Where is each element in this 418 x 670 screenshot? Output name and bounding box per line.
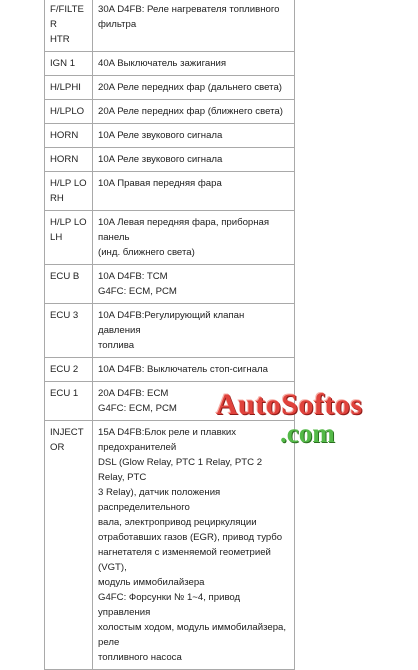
fuse-name-cell (45, 0, 93, 52)
fuse-description-line: (инд. ближнего света) (98, 247, 195, 258)
fuse-description-line: 3 Relay), датчик положения распределительного (98, 487, 221, 513)
table-row (45, 76, 295, 100)
fuse-description-line: DSL (Glow Relay, PTC 1 Relay, PTC 2 Relay, PTC (98, 457, 263, 483)
fuse-description-cell (93, 52, 295, 76)
fuse-name-line: ECU 3 (50, 310, 79, 321)
fuse-description-line: 20A Реле передних фар (дальнего света) (98, 82, 283, 93)
table-row (45, 211, 295, 265)
fuse-name-cell (45, 100, 93, 124)
table-row (45, 148, 295, 172)
fuse-description-cell (93, 76, 295, 100)
fuse-description-line: 10A D4FB:Регулирующий клапан давления (98, 310, 245, 336)
fuse-name-cell (45, 265, 93, 304)
fuse-description-line: 10A D4FB: TCM (98, 271, 168, 282)
fuse-description-line: 10A D4FB: Выключатель стоп-сигнала (98, 364, 268, 375)
fuse-name-line: HORN (50, 130, 79, 141)
table-row (45, 421, 295, 670)
fuse-name-line: ECU B (50, 271, 80, 282)
watermark-main-text: AutoSoftos (216, 388, 363, 421)
fuse-description-line: G4FC: Форсунки № 1~4, привод управления (98, 592, 241, 618)
fuse-description-cell (93, 172, 295, 211)
fuse-description-cell (93, 0, 295, 52)
fuse-name-line: H/LP LO (50, 217, 87, 228)
fuse-description-cell (93, 265, 295, 304)
fuse-name-cell (45, 211, 93, 265)
fuse-name-cell (45, 421, 93, 670)
fuse-name-cell (45, 52, 93, 76)
fuse-description-cell (93, 358, 295, 382)
fuse-description-line: нагнетателя с изменяемой геометрией (VGT), (98, 547, 271, 573)
fuse-name-cell (45, 304, 93, 358)
fuse-description-cell (93, 382, 295, 421)
fuse-description-line: фильтра (98, 19, 137, 30)
fuse-name-line: RH (50, 193, 64, 204)
table-row (45, 52, 295, 76)
fuse-description-line: топливного насоса (98, 652, 182, 663)
table-row (45, 0, 295, 52)
fuse-name-line: HTR (50, 34, 70, 45)
fuse-description-cell (93, 100, 295, 124)
fuse-name-line: INJECTOR (50, 427, 84, 453)
fuse-table (44, 0, 295, 670)
fuse-description-line: G4FC: ECM, PCM (98, 403, 177, 414)
fuse-name-line: H/LP LO (50, 178, 87, 189)
fuse-name-line: H/LPHI (50, 82, 81, 93)
fuse-description-line: 10A Правая передняя фара (98, 178, 222, 189)
fuse-name-line: ECU 1 (50, 388, 79, 399)
watermark-domain-text: .com (280, 418, 335, 448)
table-row (45, 358, 295, 382)
fuse-description-cell (93, 124, 295, 148)
fuse-description-line: G4FC: ECM, PCM (98, 286, 177, 297)
fuse-name-cell (45, 148, 93, 172)
fuse-description-line: 30A D4FB: Реле нагревателя топливного (98, 4, 280, 15)
fuse-name-line: LH (50, 232, 63, 243)
table-row (45, 304, 295, 358)
fuse-name-cell (45, 124, 93, 148)
fuse-name-cell (45, 172, 93, 211)
fuse-table-body (45, 0, 295, 670)
fuse-description-line: 15A D4FB:Блок реле и плавких предохранителей (98, 427, 237, 453)
table-row (45, 100, 295, 124)
fuse-name-line: HORN (50, 154, 79, 165)
fuse-description-cell (93, 304, 295, 358)
fuse-description-line: топлива (98, 340, 135, 351)
table-row (45, 172, 295, 211)
fuse-description-line: 20A D4FB: ECM (98, 388, 169, 399)
fuse-description-line: 10A Реле звукового сигнала (98, 154, 223, 165)
fuse-name-line: ECU 2 (50, 364, 79, 375)
fuse-name-cell (45, 382, 93, 421)
fuse-name-cell (45, 358, 93, 382)
table-row (45, 265, 295, 304)
fuse-description-line: холостым ходом, модуль иммобилайзера, реле (98, 622, 287, 648)
fuse-name-line: IGN 1 (50, 58, 76, 69)
fuse-description-line: вала, электропривод рециркуляции (98, 517, 257, 528)
fuse-description-line: 20A Реле передних фар (ближнего света) (98, 106, 283, 117)
fuse-description-line: 40A Выключатель зажигания (98, 58, 227, 69)
fuse-description-line: 10A Левая передняя фара, приборная панель (98, 217, 270, 243)
fuse-description-cell (93, 421, 295, 670)
fuse-description-cell (93, 148, 295, 172)
fuse-name-line: F/FILTER (50, 4, 84, 30)
fuse-description-cell (93, 211, 295, 265)
table-row (45, 124, 295, 148)
fuse-description-line: отработавших газов (EGR), привод турбо (98, 532, 283, 543)
fuse-name-cell (45, 76, 93, 100)
table-row (45, 382, 295, 421)
fuse-description-line: модуль иммобилайзера (98, 577, 205, 588)
fuse-description-line: 10A Реле звукового сигнала (98, 130, 223, 141)
fuse-name-line: H/LPLO (50, 106, 85, 117)
